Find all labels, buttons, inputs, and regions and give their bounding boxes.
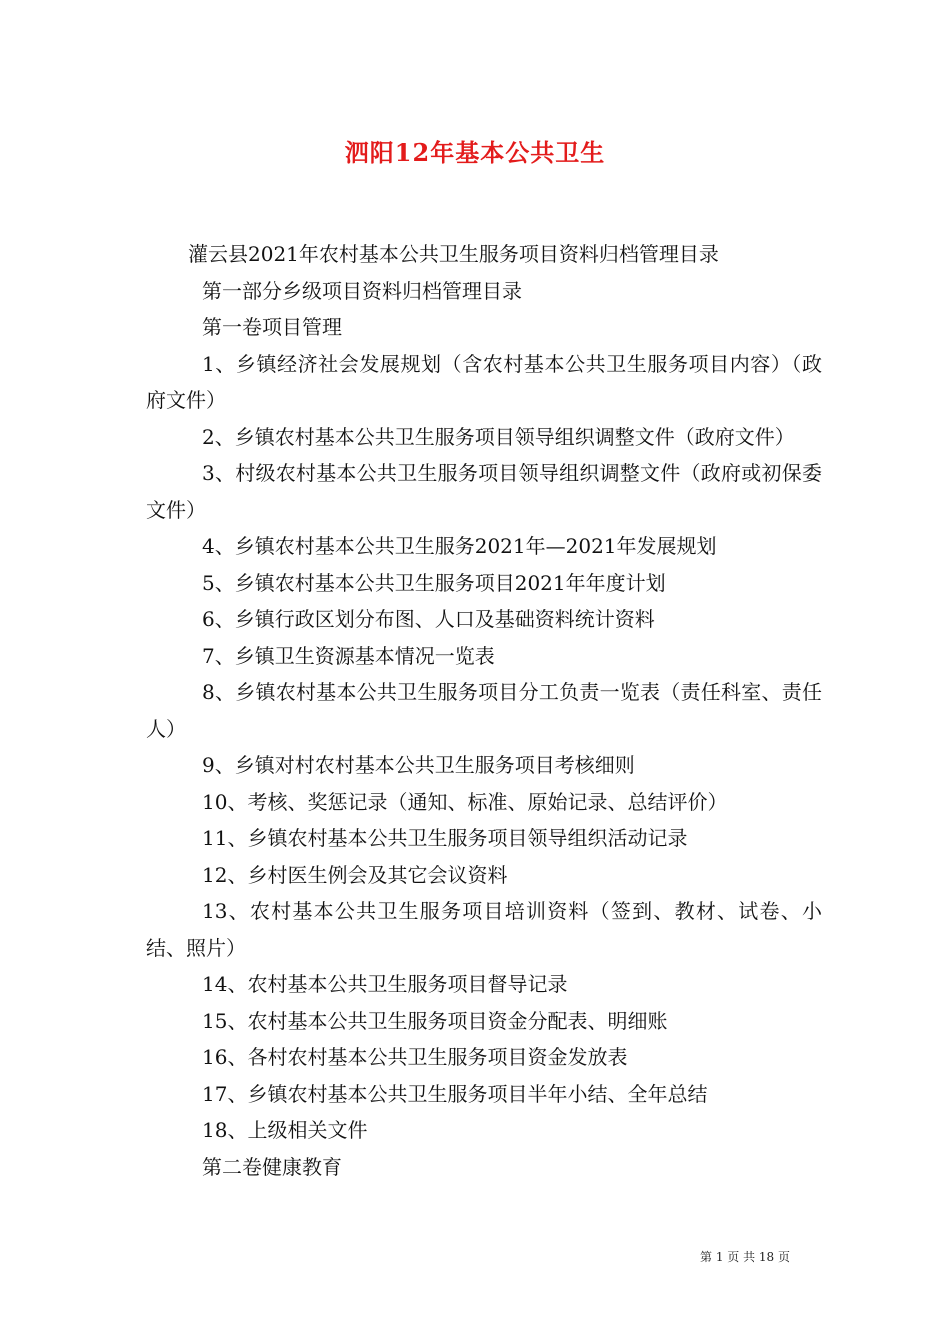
list-item: 13、农村基本公共卫生服务项目培训资料（签到、教材、试卷、小结、照片） bbox=[146, 899, 822, 960]
list-item: 17、乡镇农村基本公共卫生服务项目半年小结、全年总结 bbox=[202, 1081, 708, 1106]
list-item: 6、乡镇行政区划分布图、人口及基础资料统计资料 bbox=[202, 607, 655, 631]
volume-heading-2: 第二卷健康教育 bbox=[202, 1154, 342, 1179]
list-item: 14、农村基本公共卫生服务项目督导记录 bbox=[202, 972, 568, 996]
list-item: 5、乡镇农村基本公共卫生服务项目2021年年度计划 bbox=[202, 570, 666, 595]
part-heading: 第一部分乡级项目资料归档管理目录 bbox=[202, 278, 522, 303]
volume-heading: 第一卷项目管理 bbox=[202, 315, 342, 339]
list-item: 8、乡镇农村基本公共卫生服务项目分工负责一览表（责任科室、责任人） bbox=[146, 680, 822, 741]
page-number: 第 1 页 共 18 页 bbox=[700, 1250, 790, 1264]
list-item: 18、上级相关文件 bbox=[202, 1118, 368, 1142]
list-item: 16、各村农村基本公共卫生服务项目资金发放表 bbox=[202, 1045, 628, 1069]
list-item: 1、乡镇经济社会发展规划（含农村基本公共卫生服务项目内容）（政府文件） bbox=[146, 351, 822, 412]
list-item: 7、乡镇卫生资源基本情况一览表 bbox=[202, 643, 495, 668]
list-item: 2、乡镇农村基本公共卫生服务项目领导组织调整文件（政府文件） bbox=[202, 424, 795, 449]
list-item: 3、村级农村基本公共卫生服务项目领导组织调整文件（政府或初保委文件） bbox=[146, 461, 822, 522]
catalog-heading: 灌云县2021年农村基本公共卫生服务项目资料归档管理目录 bbox=[188, 242, 719, 266]
document-body bbox=[146, 236, 822, 1185]
list-item: 4、乡镇农村基本公共卫生服务2021年—2021年发展规划 bbox=[202, 534, 717, 558]
list-item: 11、乡镇农村基本公共卫生服务项目领导组织活动记录 bbox=[202, 826, 688, 850]
list-item: 12、乡村医生例会及其它会议资料 bbox=[202, 862, 508, 887]
document-title: 泗阳12年基本公共卫生 bbox=[344, 138, 606, 167]
list-item: 15、农村基本公共卫生服务项目资金分配表、明细账 bbox=[202, 1008, 668, 1033]
list-item: 10、考核、奖惩记录（通知、标准、原始记录、总结评价） bbox=[202, 789, 728, 814]
list-item: 9、乡镇对村农村基本公共卫生服务项目考核细则 bbox=[202, 753, 635, 777]
